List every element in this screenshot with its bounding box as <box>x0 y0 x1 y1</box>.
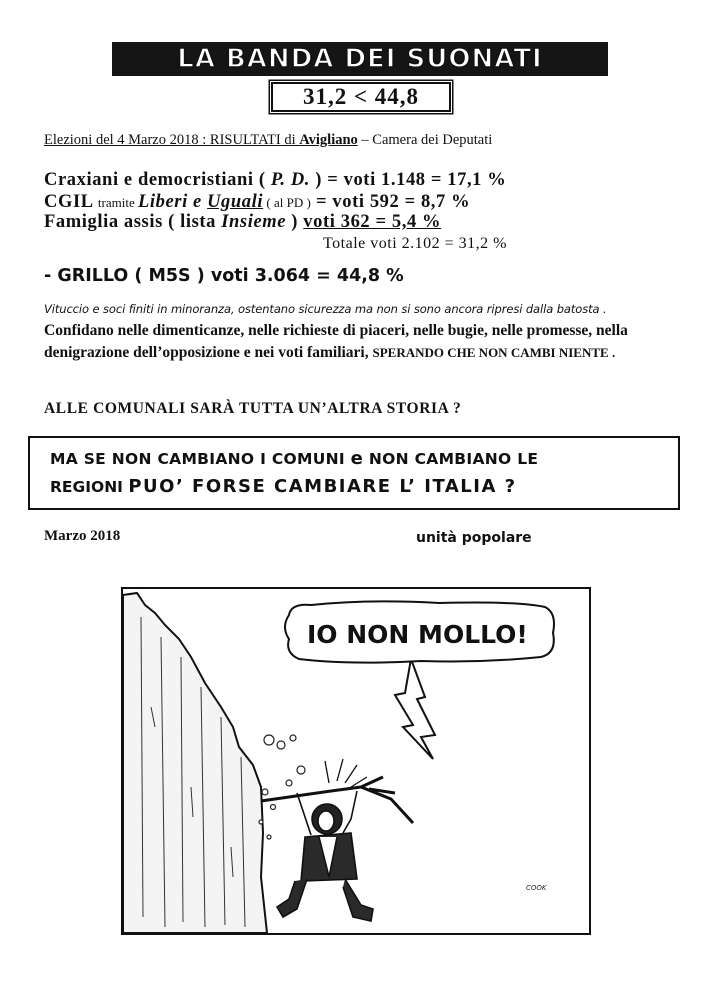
footer-author: unità popolare <box>416 530 532 546</box>
result-line-leu <box>44 192 470 213</box>
commentary-text: Confidano nelle dimenticanze, nelle richieste di piaceri, nelle bugie, nelle promesse, nella denigrazione dell’opposizione e nei voti familiari, <box>44 322 628 361</box>
result-leu-small1: tramite <box>97 195 138 210</box>
subtitle-prefix: Elezioni del 4 Marzo 2018 : <box>44 132 210 148</box>
handwritten-note: Vituccio e soci finiti in minoranza, ostentano sicurezza ma non si sono ancora ripresi dalla batosta . <box>44 302 607 316</box>
artist-signature: COOK <box>526 884 547 892</box>
result-ins-votes: voti 362 = 5,4 % <box>303 212 442 232</box>
subtitle-rest: – Camera dei Deputati <box>357 132 493 148</box>
result-leu-small2: ( al PD ) <box>263 195 311 210</box>
election-subtitle <box>44 132 492 149</box>
result-pd-c: ) = voti 1.148 = 17,1 % <box>310 170 507 190</box>
total-votes: Totale voti 2.102 = 31,2 % <box>323 235 507 252</box>
result-pd-party: P. D. <box>270 170 311 190</box>
callout-line2-a: REGIONI <box>50 478 129 496</box>
callout-line2-b: PUO’ FORSE CAMBIARE L’ ITALIA ? <box>128 476 517 497</box>
result-leu-it2: Uguali <box>207 192 264 212</box>
callout-line1-b: NON CAMBIANO LE <box>363 450 539 468</box>
footer-date: Marzo 2018 <box>44 528 121 544</box>
callout-line1-e: e <box>350 448 364 469</box>
result-line-insieme <box>44 212 441 233</box>
result-line-m5s: - GRILLO ( M5S ) voti 3.064 = 44,8 % <box>44 266 404 286</box>
result-ins-b: ) <box>286 212 304 232</box>
result-line-pd <box>44 170 506 191</box>
callout-line-1 <box>50 448 538 469</box>
speech-text: IO NON MOLLO! <box>307 620 528 649</box>
result-leu-a: CGIL <box>44 192 98 212</box>
ratio-box: 31,2 < 44,8 <box>271 82 451 112</box>
result-pd-a: Craxiani e democristiani ( <box>44 170 271 190</box>
question-line: ALLE COMUNALI SARÀ TUTTA UN’ALTRA STORIA ? <box>44 400 462 417</box>
commentary-caps: SPERANDO CHE NON CAMBI NIENTE . <box>372 345 616 360</box>
result-ins-a: Famiglia assis ( lista <box>44 212 222 232</box>
page-title: LA BANDA DEI SUONATI <box>177 44 543 74</box>
subtitle-results-word: RISULTATI <box>209 132 281 148</box>
commentary-paragraph <box>44 320 684 364</box>
subtitle-place: Avigliano <box>299 132 358 148</box>
cartoon-illustration <box>121 587 591 935</box>
title-banner <box>112 42 608 76</box>
result-leu-it1: Liberi e <box>137 192 208 212</box>
subtitle-di: di <box>280 132 300 148</box>
callout-line-2 <box>50 476 517 497</box>
result-leu-c: = voti 592 = 8,7 % <box>310 192 471 212</box>
callout-line1-a: MA SE NON CAMBIANO I COMUNI <box>50 450 351 468</box>
callout-box <box>28 436 680 510</box>
result-ins-it: Insieme <box>221 212 287 232</box>
